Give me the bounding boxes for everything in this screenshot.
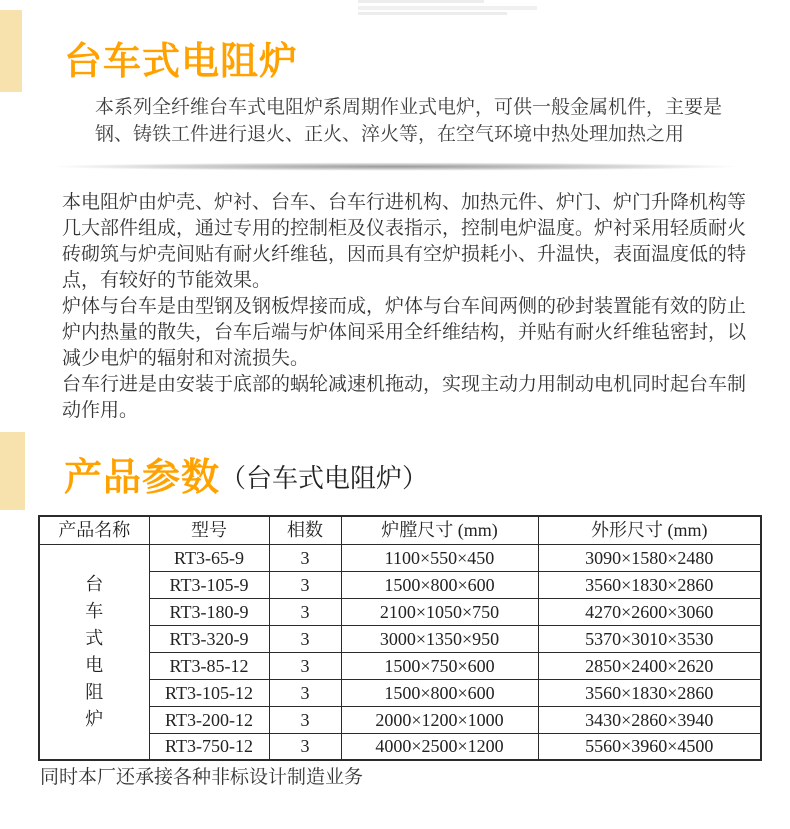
cell-phases: 3 [269,733,341,760]
description-paragraph-3: 台车行进是由安装于底部的蜗轮减速机拖动，实现主动力用制动电机同时起台车制动作用。 [62,374,747,421]
cell-chamber-size: 2100×1050×750 [341,598,538,625]
description-paragraph-2: 炉体与台车是由型钢及钢板焊接而成，炉体与台车间两侧的砂封装置能有效的防止炉内热量的散失，台车后端与炉体间采用全纤维结构，并贴有耐火纤维毡密封，以减少电炉的辐射和对流损失。 [62,296,747,369]
cell-outer-size: 5560×3960×4500 [538,733,761,760]
cell-chamber-size: 1500×750×600 [341,652,538,679]
intro-paragraph: 本系列全纤维台车式电阻炉系周期作业式电炉，可供一般金属机件，主要是钢、铸铁工件进行退火、正火、淬火等，在空气环境中热处理加热之用 [95,97,723,145]
cell-model: RT3-200-12 [149,706,269,733]
cell-chamber-size: 1500×800×600 [341,679,538,706]
cell-chamber-size: 2000×1200×1000 [341,706,538,733]
top-artifact-bar [358,12,507,15]
cell-phases: 3 [269,598,341,625]
cell-outer-size: 3430×2860×3940 [538,706,761,733]
cell-outer-size: 3560×1830×2860 [538,679,761,706]
params-title: 产品参数 [64,457,221,499]
params-accent-block [0,432,25,510]
table-header-row [39,516,761,544]
column-header-model: 型号 [149,516,269,544]
product-category-cell [39,544,149,760]
cell-phases: 3 [269,679,341,706]
column-header-outer-size: 外形尺寸 (mm) [538,516,761,544]
cell-outer-size: 5370×3010×3530 [538,625,761,652]
cell-model: RT3-320-9 [149,625,269,652]
title-accent-block [0,10,22,92]
cell-model: RT3-750-12 [149,733,269,760]
cell-phases: 3 [269,625,341,652]
cell-outer-size: 4270×2600×3060 [538,598,761,625]
cell-model: RT3-85-12 [149,652,269,679]
params-section-heading [64,446,428,501]
cell-model: RT3-65-9 [149,544,269,571]
product-category-vertical-label: 台车式电阻炉 [85,573,104,729]
cell-model: RT3-105-12 [149,679,269,706]
cell-chamber-size: 1500×800×600 [341,571,538,598]
params-subtitle: （台车式电阻炉） [220,463,429,493]
cell-outer-size: 3560×1830×2860 [538,571,761,598]
cell-chamber-size: 3000×1350×950 [341,625,538,652]
top-artifact-bar [358,0,484,3]
cell-model: RT3-105-9 [149,571,269,598]
page-title: 台车式电阻炉 [64,41,299,83]
product-description [62,190,756,424]
cell-chamber-size: 1100×550×450 [341,544,538,571]
product-specs-table [38,515,762,761]
column-header-chamber-size: 炉膛尺寸 (mm) [341,516,538,544]
top-artifact-bar [358,6,537,10]
column-header-product-name: 产品名称 [39,516,149,544]
table-row [39,544,761,571]
footer-note: 同时本厂还承接各种非标设计制造业务 [40,767,364,788]
description-paragraph-1: 本电阻炉由炉壳、炉衬、台车、台车行进机构、加热元件、炉门、炉门升降机构等几大部件组成，通过专用的控制柜及仪表指示，控制电炉温度。炉衬采用轻质耐火砖砌筑与炉壳间贴有耐火纤维毡，因而具有空炉损耗小、升温快，表面温度低的特点，有较好的节能效果。 [62,192,747,291]
cell-outer-size: 2850×2400×2620 [538,652,761,679]
column-header-phases: 相数 [269,516,341,544]
cell-phases: 3 [269,706,341,733]
cell-chamber-size: 4000×2500×1200 [341,733,538,760]
section-divider-shadow [0,161,790,175]
cell-phases: 3 [269,652,341,679]
cell-phases: 3 [269,571,341,598]
cell-phases: 3 [269,544,341,571]
cell-outer-size: 3090×1580×2480 [538,544,761,571]
cell-model: RT3-180-9 [149,598,269,625]
